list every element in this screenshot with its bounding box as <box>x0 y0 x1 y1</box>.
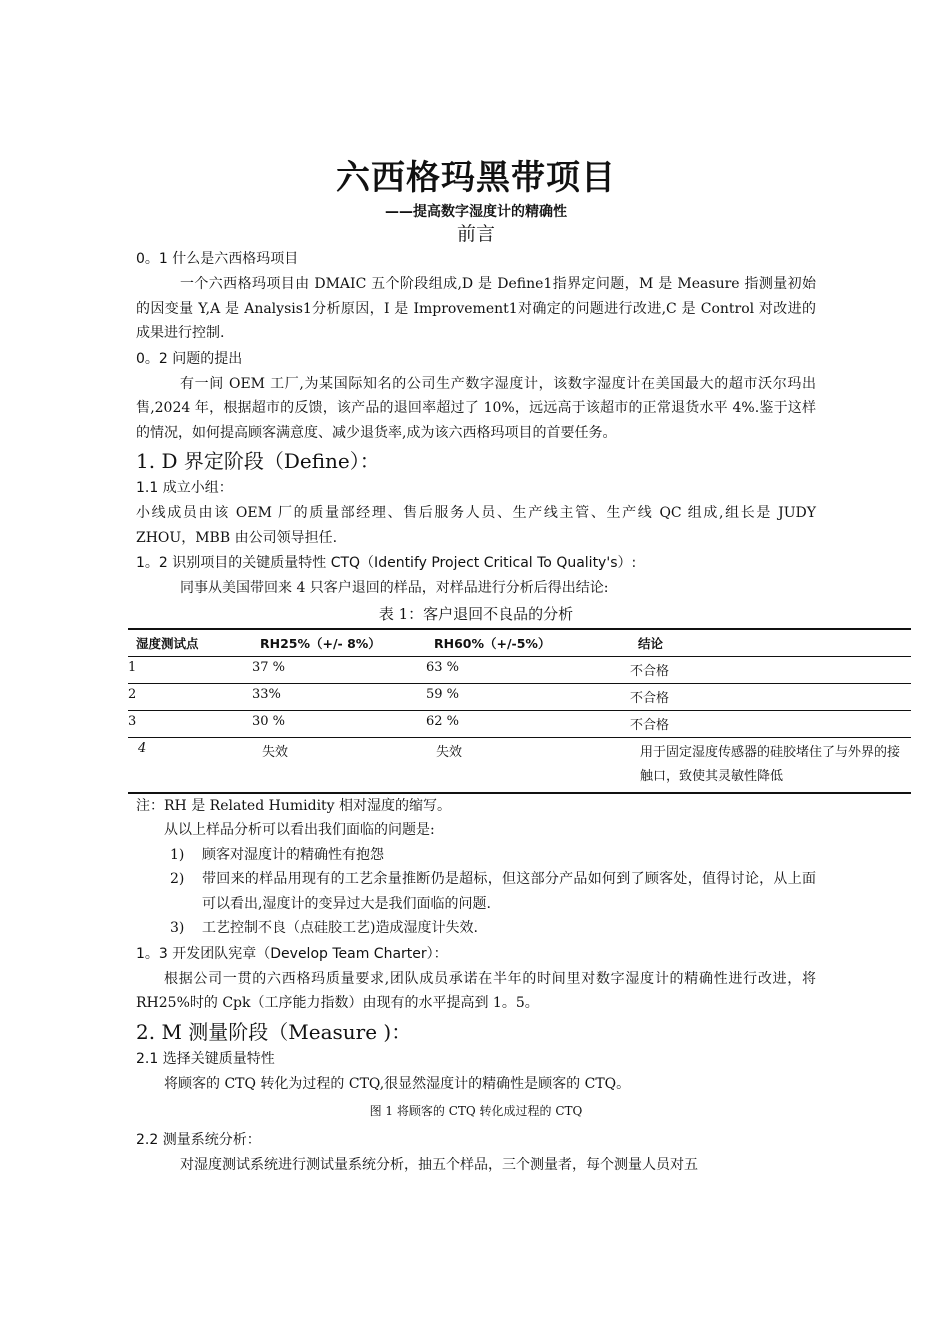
table-cell: 37 % <box>252 656 426 683</box>
table-row <box>128 683 911 710</box>
table-row <box>128 710 911 737</box>
list-item-number: 2) <box>170 871 185 887</box>
section-1-3-heading: 1。3 开发团队宪章（Develop Team Charter）： <box>136 945 448 962</box>
table-cell: 30 % <box>252 710 426 737</box>
table-header-cell: RH60%（+/-5%） <box>426 629 630 657</box>
table-header-cell: 结论 <box>630 629 911 657</box>
section-2-2-heading: 2.2 测量系统分析： <box>136 1132 261 1148</box>
list-item-number: 3) <box>170 920 185 936</box>
section-0-1-heading: 0。1 什么是六西格玛项目 <box>136 251 299 267</box>
page-title: 六西格玛黑带项目 <box>336 158 616 198</box>
table-header-row <box>128 629 911 657</box>
table-cell: 不合格 <box>630 683 911 710</box>
table-note: 注：RH 是 Related Humidity 相对湿度的缩写。 <box>136 797 452 814</box>
table-header-cell: 湿度测试点 <box>128 629 252 657</box>
figure-caption: 图 1 将顾客的 CTQ 转化成过程的 CTQ <box>369 1104 583 1118</box>
table-cell: 不合格 <box>630 710 911 737</box>
section-2-2-body: 对湿度测试系统进行测试量系统分析，抽五个样品，三个测量者，每个测量人员对五 <box>180 1157 698 1173</box>
defect-analysis-table <box>128 628 911 794</box>
table-cell: 59 % <box>426 683 630 710</box>
preface-heading: 前言 <box>456 223 495 245</box>
table-caption: 表 1：客户退回不良品的分析 <box>378 604 574 623</box>
table-cell: 62 % <box>426 710 630 737</box>
list-item <box>136 843 816 868</box>
table-cell: 63 % <box>426 656 630 683</box>
table-row <box>128 656 911 683</box>
table-cell: 2 <box>128 683 252 710</box>
list-item <box>136 867 816 916</box>
section-0-2-heading: 0。2 问题的提出 <box>136 350 243 367</box>
section-1-2-body: 同事从美国带回来 4 只客户退回的样品，对样品进行分析后得出结论: <box>180 580 609 596</box>
section-2-heading: 2. M 测量阶段（Measure )： <box>136 1019 412 1044</box>
section-0-2-body: 有一间 OEM 工厂,为某国际知名的公司生产数字湿度计，该数字湿度计在美国最大的超市沃尔玛出售,2024 年，根据超市的反馈，该产品的退回率超过了 10%，远远高于该超市的正常退货水平 4%.鉴于这样的情况，如何提高顾客满意度、减少退货率,成为该六西格玛项目的首要任务。 <box>136 375 816 441</box>
table-cell: 33% <box>252 683 426 710</box>
table-cell: 失效 <box>436 744 463 760</box>
table-header-cell: RH25%（+/- 8%） <box>252 629 426 657</box>
issue-list <box>136 843 816 941</box>
issue-intro: 从以上样品分析可以看出我们面临的问题是: <box>164 822 435 838</box>
list-item <box>136 916 816 941</box>
table-row <box>128 737 911 793</box>
table-cell: 4 <box>138 740 147 756</box>
document-page <box>128 150 901 1178</box>
section-1-heading: 1. D 界定阶段（Define）： <box>136 449 380 473</box>
section-2-1-body: 将顾客的 CTQ 转化为过程的 CTQ,很显然湿度计的精确性是顾客的 CTQ。 <box>164 1075 631 1092</box>
section-1-1-heading: 1.1 成立小组： <box>136 480 233 496</box>
list-item-text: 顾客对湿度计的精确性有抱怨 <box>202 846 384 863</box>
section-1-3-body: 根据公司一贯的六西格玛质量要求,团队成员承诺在半年的时间里对数字湿度计的精确性进行改进，将 RH25%时的 Cpk（工序能力指数）由现有的水平提高到 1。5。 <box>136 970 816 1011</box>
list-item-number: 1) <box>170 846 185 863</box>
table-cell: 失效 <box>262 744 289 760</box>
section-1-1-body: 小线成员由该 OEM 厂的质量部经理、售后服务人员、生产线主管、生产线 QC 组成,组长是 JUDY ZHOU，MBB 由公司领导担任. <box>136 505 830 546</box>
table-cell: 1 <box>128 656 252 683</box>
section-2-1-heading: 2.1 选择关键质量特性 <box>136 1050 275 1067</box>
table-cell: 3 <box>128 710 252 737</box>
section-1-2-heading: 1。2 识别项目的关键质量特性 CTQ（Identify Project Critical To Quality's）: <box>136 555 637 571</box>
section-0-1-body: 一个六西格玛项目由 DMAIC 五个阶段组成,D 是 Define1指界定问题，M 是 Measure 指测量初始的因变量 Y,A 是 Analysis1分析原因，I 是 Improvement1对确定的问题进行改进,C 是 Control 对改进的成果进行控制. <box>136 276 816 341</box>
list-item-text: 带回来的样品用现有的工艺余量推断仍是超标，但这部分产品如何到了顾客处，值得讨论，从上面可以看出,湿度计的变异过大是我们面临的问题. <box>202 871 816 912</box>
table-cell: 用于固定湿度传感器的硅胶堵住了与外界的接触口，致使其灵敏性降低 <box>640 744 901 784</box>
table-cell: 不合格 <box>630 656 911 683</box>
page-subtitle: ——提高数字湿度计的精确性 <box>385 204 567 220</box>
list-item-text: 工艺控制不良（点硅胶工艺)造成湿度计失效. <box>202 920 478 936</box>
